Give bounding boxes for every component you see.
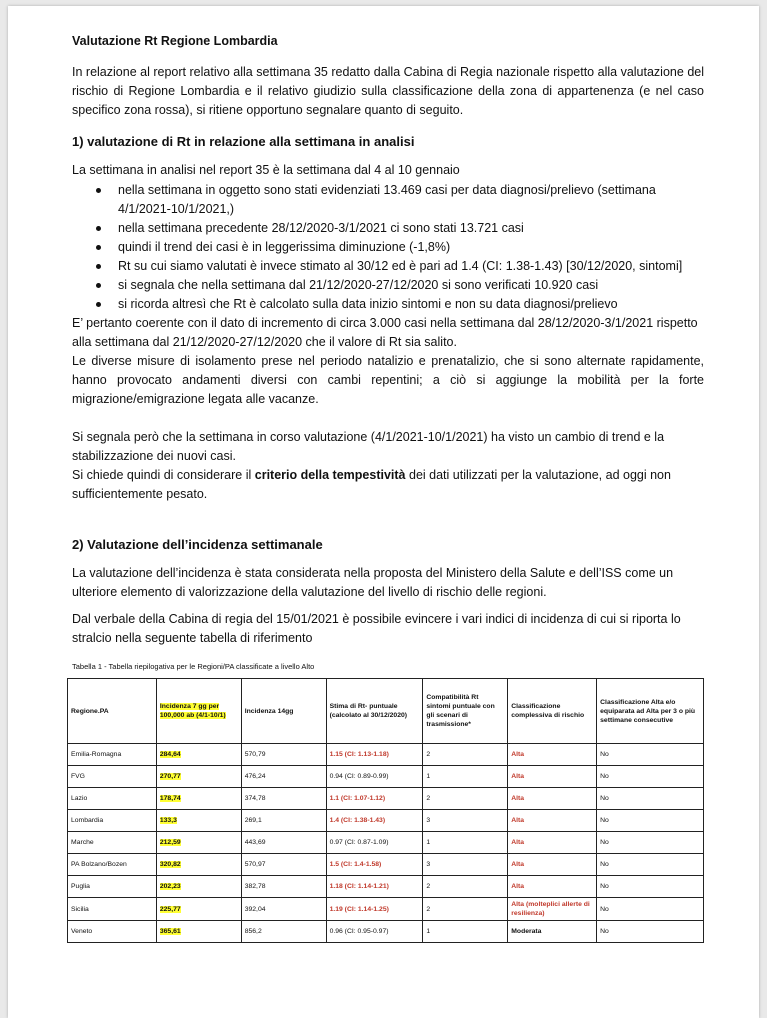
- bullet-item: nella settimana precedente 28/12/2020-3/1/2021 ci sono stati 13.721 casi: [118, 219, 704, 238]
- section1-paragraph-request: [72, 466, 704, 504]
- cell-incidence-7d: [156, 898, 241, 921]
- table-row: [68, 898, 704, 921]
- cell-region: FVG: [68, 766, 157, 788]
- section2-heading: 2) Valutazione dell’incidenza settimanale: [72, 537, 323, 552]
- incidence-highlight: 202,23: [159, 883, 181, 890]
- bullet-item: si segnala che nella settimana dal 21/12/2020-27/12/2020 si sono verificati 10.920 casi: [118, 276, 704, 295]
- risk-summary-table: [67, 678, 704, 943]
- cell-high-3weeks: No: [597, 744, 704, 766]
- header-incidence-7d-label: Incidenza 7 gg per 100,000 ab (4/1-10/1): [159, 703, 226, 719]
- cell-region: Marche: [68, 832, 157, 854]
- cell-high-3weeks: No: [597, 876, 704, 898]
- document-title: Valutazione Rt Regione Lombardia: [72, 34, 278, 48]
- cell-rt-compatibility: 1: [423, 832, 508, 854]
- table-row: [68, 876, 704, 898]
- cell-incidence-7d: [156, 921, 241, 943]
- header-rt-estimate: Stima di Rt- puntuale (calcolato al 30/12/2020): [326, 679, 423, 744]
- cell-incidence-14d: 443,69: [241, 832, 326, 854]
- bullet-item: quindi il trend dei casi è in leggerissima diminuzione (-1,8%): [118, 238, 704, 257]
- cell-incidence-7d: [156, 810, 241, 832]
- cell-region: Veneto: [68, 921, 157, 943]
- cell-risk-class: Alta: [508, 832, 597, 854]
- section2-paragraph-verbale: Dal verbale della Cabina di regia del 15/01/2021 è possibile evincere i vari indici di incidenza di cui si riporta lo stralcio nella seguente tabella di riferimento: [72, 612, 681, 645]
- cell-risk-class: Alta: [508, 766, 597, 788]
- cell-incidence-7d: [156, 788, 241, 810]
- cell-incidence-7d: [156, 766, 241, 788]
- section1-paragraph-trend: Si segnala però che la settimana in corso valutazione (4/1/2021-10/1/2021) ha visto un cambio di trend e la stabilizzazione dei nuovi casi.: [72, 430, 665, 463]
- section1-heading: 1) valutazione di Rt in relazione alla settimana in analisi: [72, 134, 415, 149]
- cell-rt-estimate: 1.1 (CI: 1.07-1.12): [326, 788, 423, 810]
- cell-rt-compatibility: 2: [423, 744, 508, 766]
- table-row: [68, 921, 704, 943]
- cell-rt-estimate: 0.96 (CI: 0.95-0.97): [326, 921, 423, 943]
- header-risk-class: Classificazione complessiva di rischio: [508, 679, 597, 744]
- cell-incidence-14d: 382,78: [241, 876, 326, 898]
- bullet-item: nella settimana in oggetto sono stati evidenziati 13.469 casi per data diagnosi/prelievo (settimana 4/1/2021-10/1/2021,): [118, 181, 704, 219]
- request-text-start: Si chiede quindi di considerare il: [72, 468, 255, 482]
- intro-paragraph: In relazione al report relativo alla settimana 35 redatto dalla Cabina di Regia nazionale rispetto alla valutazione del rischio di Regione Lombardia e il relativo giudizio sulla classificazione della zona di appartenenza (e nel caso specifico zona rossa), si ritiene opportuno segnalare quanto di seguito.: [72, 65, 704, 117]
- cell-high-3weeks: No: [597, 921, 704, 943]
- table-row: [68, 788, 704, 810]
- section1-paragraph-measures: Le diverse misure di isolamento prese nel periodo natalizio e prenatalizio, che si sono alternate rapidamente, hanno provocato andamenti diversi con cambi repentini; a ciò si aggiunge la mobilità per la forte migrazione/emigrazione legata alle vacanze.: [72, 354, 704, 406]
- cell-region: Lombardia: [68, 810, 157, 832]
- cell-incidence-7d: [156, 832, 241, 854]
- bullet-item: si ricorda altresì che Rt è calcolato sulla data inizio sintomi e non su data diagnosi/prelievo: [118, 295, 704, 314]
- table-row: [68, 832, 704, 854]
- cell-risk-class: Alta: [508, 854, 597, 876]
- section2-paragraph-evaluation: La valutazione dell’incidenza è stata considerata nella proposta del Ministero della Salute e dell’ISS come un ulteriore elemento di valorizzazione della valutazione del livello di rischio delle regioni.: [72, 566, 674, 599]
- criterion-emphasis: criterio della tempestività: [254, 468, 406, 482]
- cell-risk-class: Moderata: [508, 921, 597, 943]
- incidence-highlight: 212,59: [159, 839, 181, 846]
- cell-incidence-7d: [156, 854, 241, 876]
- cell-region: Puglia: [68, 876, 157, 898]
- table-row: [68, 854, 704, 876]
- cell-risk-class: Alta: [508, 810, 597, 832]
- table-row: [68, 766, 704, 788]
- document-content: [72, 34, 704, 943]
- table-body: [68, 744, 704, 943]
- cell-risk-class: Alta: [508, 876, 597, 898]
- cell-region: Emilia-Romagna: [68, 744, 157, 766]
- cell-rt-compatibility: 3: [423, 810, 508, 832]
- incidence-highlight: 284,64: [159, 751, 181, 758]
- header-incidence-14d: Incidenza 14gg: [241, 679, 326, 744]
- cell-rt-estimate: 1.19 (CI: 1.14-1.25): [326, 898, 423, 921]
- cell-incidence-14d: 570,97: [241, 854, 326, 876]
- cell-incidence-14d: 570,79: [241, 744, 326, 766]
- header-high-3weeks: Classificazione Alta e/o equiparata ad Alta per 3 o più settimane consecutive: [597, 679, 704, 744]
- cell-rt-estimate: 1.18 (CI: 1.14-1.21): [326, 876, 423, 898]
- document-page: [8, 6, 759, 1018]
- cell-incidence-14d: 392,04: [241, 898, 326, 921]
- cell-region: Lazio: [68, 788, 157, 810]
- header-incidence-7d: [156, 679, 241, 744]
- cell-high-3weeks: No: [597, 766, 704, 788]
- cell-rt-compatibility: 1: [423, 921, 508, 943]
- incidence-highlight: 365,61: [159, 928, 181, 935]
- cell-incidence-7d: [156, 744, 241, 766]
- cell-rt-estimate: 1.4 (CI: 1.38-1.43): [326, 810, 423, 832]
- cell-high-3weeks: No: [597, 898, 704, 921]
- cell-high-3weeks: No: [597, 810, 704, 832]
- cell-rt-estimate: 1.15 (CI: 1.13-1.18): [326, 744, 423, 766]
- cell-incidence-14d: 476,24: [241, 766, 326, 788]
- cell-rt-estimate: 0.94 (CI: 0.89-0.99): [326, 766, 423, 788]
- incidence-highlight: 225,77: [159, 905, 181, 913]
- bullet-item: Rt su cui siamo valutati è invece stimato al 30/12 ed è pari ad 1.4 (CI: 1.38-1.43) [30/12/2020, sintomi]: [118, 257, 704, 276]
- cell-rt-compatibility: 3: [423, 854, 508, 876]
- cell-region: Sicilia: [68, 898, 157, 921]
- incidence-highlight: 178,74: [159, 795, 181, 802]
- cell-high-3weeks: No: [597, 788, 704, 810]
- cell-incidence-7d: [156, 876, 241, 898]
- table-caption: Tabella 1 - Tabella riepilogativa per le Regioni/PA classificate a livello Alto: [72, 662, 315, 671]
- cell-rt-compatibility: 2: [423, 788, 508, 810]
- incidence-highlight: 320,82: [159, 861, 181, 868]
- cell-rt-estimate: 0.97 (CI: 0.87-1.09): [326, 832, 423, 854]
- request-text-end: dei dati utilizzati per la valutazione, ad oggi non sufficientemente pesato.: [72, 468, 671, 501]
- section1-paragraph-coherence: E’ pertanto coerente con il dato di incremento di circa 3.000 casi nella settimana dal 28/12/2020-3/1/2021 rispetto alla settimana dal 21/12/2020-27/12/2020 che il valore di Rt sia salito.: [72, 316, 698, 349]
- section1-bullet-list: [72, 181, 704, 314]
- cell-rt-estimate: 1.5 (CI: 1.4-1.58): [326, 854, 423, 876]
- cell-rt-compatibility: 1: [423, 766, 508, 788]
- table-row: [68, 810, 704, 832]
- header-region: Regione.PA: [68, 679, 157, 744]
- cell-risk-class: Alta: [508, 744, 597, 766]
- cell-region: PA Bolzano/Bozen: [68, 854, 157, 876]
- header-rt-compatibility: Compatibilità Rt sintomi puntuale con gli scenari di trasmissione*: [423, 679, 508, 744]
- cell-high-3weeks: No: [597, 854, 704, 876]
- cell-risk-class: Alta (molteplici allerte di resilienza): [508, 898, 597, 921]
- cell-incidence-14d: 269,1: [241, 810, 326, 832]
- section1-lead: La settimana in analisi nel report 35 è la settimana dal 4 al 10 gennaio: [72, 163, 460, 177]
- cell-high-3weeks: No: [597, 832, 704, 854]
- incidence-highlight: 133,3: [159, 817, 177, 824]
- incidence-highlight: 270,77: [159, 773, 181, 780]
- cell-rt-compatibility: 2: [423, 876, 508, 898]
- table-header-row: [68, 679, 704, 744]
- cell-incidence-14d: 856,2: [241, 921, 326, 943]
- cell-incidence-14d: 374,78: [241, 788, 326, 810]
- table-row: [68, 744, 704, 766]
- cell-risk-class: Alta: [508, 788, 597, 810]
- cell-rt-compatibility: 2: [423, 898, 508, 921]
